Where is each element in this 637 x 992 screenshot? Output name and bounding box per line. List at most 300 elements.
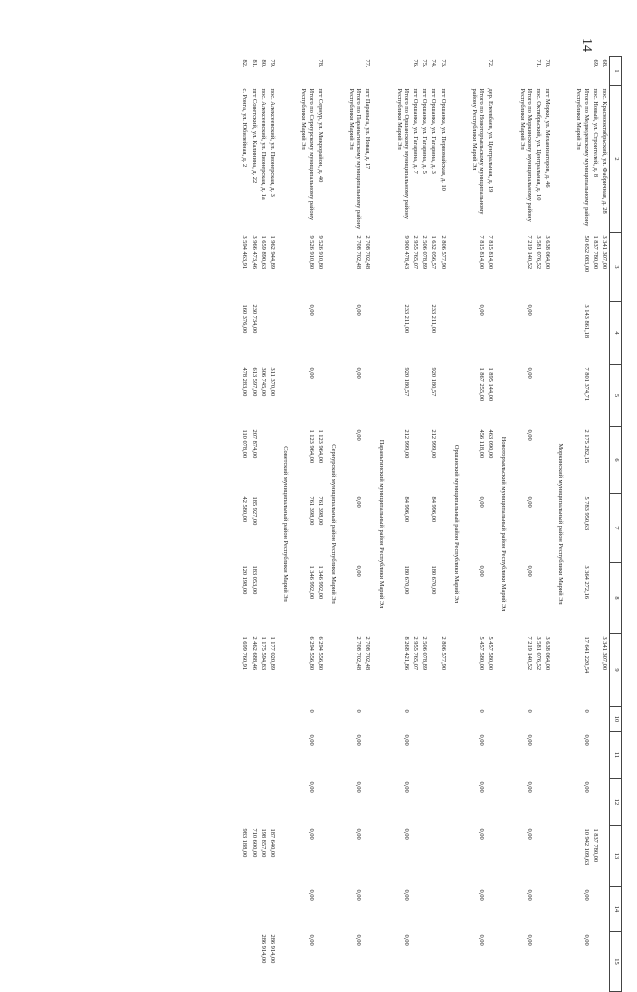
- amount-cell-col-4: [363, 302, 372, 365]
- amount-cell-col-15: 0,00: [525, 934, 533, 946]
- amount-cell-col-10: [591, 707, 600, 732]
- amount-cell-col-11: [438, 732, 447, 779]
- amount-cell-col-3: 3 594 463,91: [241, 235, 249, 270]
- table-header-row: [610, 57, 622, 992]
- amount-cell-col-12: [259, 779, 268, 826]
- row-number-cell: 76.: [412, 59, 420, 68]
- amount-cell-col-10: 0: [478, 709, 486, 713]
- amount-cell-col-12: [438, 779, 447, 826]
- amount-cell-col-13: [543, 826, 552, 887]
- amount-cell-col-11: [534, 732, 543, 779]
- amount-cell-col-3: 2 708 702,48: [364, 235, 372, 270]
- amount-cell-col-15: 286 914,00: [259, 934, 267, 964]
- row-number-cell: 82.: [241, 59, 249, 68]
- district-title: Новоторъяльский муниципальный район Республики Марий Эл: [500, 436, 508, 612]
- address-cell: Итого по Оршанскому муниципальному району Республики Марий Эл: [395, 88, 410, 219]
- amount-cell-col-5: [420, 365, 429, 427]
- amount-cell-col-14: [486, 887, 495, 932]
- amount-cell-col-6: 0,00: [355, 429, 363, 441]
- amount-cell-col-14: [240, 887, 249, 932]
- amount-cell-col-13: [534, 826, 543, 887]
- amount-cell-col-14: [534, 887, 543, 932]
- amount-cell-col-5: 920 180,57: [402, 367, 410, 397]
- amount-cell-col-9: 5 457 580,00: [487, 636, 495, 671]
- amount-cell-col-3: 9 900 478,43: [402, 235, 410, 270]
- amount-cell-col-3: 1 962 944,89: [269, 235, 277, 270]
- amount-cell-col-9: 2 506 078,89: [421, 636, 429, 671]
- amount-cell-col-10: 0: [525, 709, 533, 713]
- row-number-cell: 81.: [250, 59, 258, 68]
- district-total-row: [570, 57, 590, 992]
- amount-cell-col-12: [600, 779, 610, 826]
- amount-cell-col-10: [363, 707, 372, 732]
- address-cell: пгт Оршанка, ул. Гагарина, д. 3: [430, 88, 438, 174]
- row-number-cell: 77.: [364, 59, 372, 68]
- amount-cell-col-10: [600, 707, 610, 732]
- amount-cell-col-7: [438, 494, 447, 563]
- amount-cell-col-12: [250, 779, 259, 826]
- amount-cell-col-8: [543, 563, 552, 634]
- amount-cell-col-12: [486, 779, 495, 826]
- amount-cell-col-9: 8 268 421,86: [402, 636, 410, 671]
- amount-cell-col-8: [534, 563, 543, 634]
- amount-cell-col-9: [591, 634, 600, 707]
- amount-cell-col-9: 2 708 702,48: [355, 636, 363, 671]
- amount-cell-col-14: [429, 887, 438, 932]
- row-number-cell: [391, 57, 411, 86]
- amount-cell-col-10: [259, 707, 268, 732]
- amount-cell-col-5: [543, 365, 552, 427]
- amount-cell-col-8: 1 346 992,00: [316, 565, 324, 600]
- amount-cell-col-6: 463 090,00: [487, 429, 495, 459]
- column-header-11: 11: [610, 732, 622, 779]
- row-number-cell: 71.: [534, 59, 542, 68]
- amount-cell-col-3: 50 652 083,00: [582, 235, 590, 273]
- address-cell: Итого по Параньгинскому муниципальному району Республики Марий Эл: [348, 88, 363, 230]
- amount-cell-col-14: 0,00: [478, 889, 486, 901]
- amount-cell-col-6: [420, 427, 429, 494]
- amount-cell-col-6: [591, 427, 600, 494]
- amount-cell-col-7: 84 996,00: [430, 496, 438, 523]
- amount-cell-col-6: 1 123 964,00: [316, 429, 324, 464]
- amount-cell-col-4: 3 143 861,18: [582, 304, 590, 339]
- address-cell: Итого по Медведевскому муниципальному району Республики Марий Эл: [575, 88, 590, 227]
- amount-cell-col-15: [429, 932, 438, 992]
- row-number-cell: 69.: [591, 59, 599, 68]
- amount-cell-col-11: 0,00: [355, 734, 363, 746]
- address-cell: пос. Краснооктябрьский, ул. Фабричная, д. 28: [601, 88, 608, 214]
- amount-cell-col-11: [543, 732, 552, 779]
- address-cell: Итого по Сернурскому муниципальному району Республики Марий Эл: [300, 88, 315, 221]
- table-row: [438, 57, 447, 992]
- table-row: [534, 57, 543, 992]
- table-row: [240, 57, 249, 992]
- document-table-rotated: [110, 56, 622, 965]
- amount-cell-col-11: [316, 732, 325, 779]
- amount-cell-col-14: [411, 887, 420, 932]
- amount-cell-col-4: [420, 302, 429, 365]
- row-number-cell: [513, 57, 533, 86]
- amount-cell-col-13: [316, 826, 325, 887]
- amount-cell-col-13: 0,00: [307, 828, 315, 840]
- row-number-cell: [343, 57, 363, 86]
- amount-cell-col-14: 0,00: [307, 889, 315, 901]
- row-number-cell: 79.: [269, 59, 277, 68]
- amount-cell-col-9: 2 955 765,07: [412, 636, 420, 671]
- amount-cell-col-10: 0: [402, 709, 410, 713]
- column-header-5: 5: [610, 365, 622, 427]
- amount-cell-col-7: [259, 494, 268, 563]
- amount-cell-col-10: [486, 707, 495, 732]
- district-header-row: [325, 57, 343, 992]
- amount-cell-col-14: [420, 887, 429, 932]
- address-cell: пгт Морки, ул. Механизаторов, д. 46: [544, 88, 552, 188]
- table-row: [411, 57, 420, 992]
- amount-cell-col-10: [429, 707, 438, 732]
- amount-cell-col-13: [411, 826, 420, 887]
- amount-cell-col-7: [534, 494, 543, 563]
- row-number-cell: [466, 57, 486, 86]
- amount-cell-col-5: 311 370,00: [269, 367, 277, 397]
- amount-cell-col-12: [429, 779, 438, 826]
- amount-cell-col-14: [438, 887, 447, 932]
- amount-cell-col-13: 198 857,00: [259, 828, 267, 858]
- amount-cell-col-6: 0,00: [525, 429, 533, 441]
- amount-cell-col-4: 233 211,00: [430, 304, 438, 334]
- amount-cell-col-3: 2 955 765,07: [412, 235, 420, 270]
- amount-cell-col-7: [543, 494, 552, 563]
- amount-cell-col-13: [363, 826, 372, 887]
- amount-cell-col-9: 2 462 688,46: [250, 636, 258, 671]
- amount-cell-col-7: 84 996,00: [402, 496, 410, 523]
- table-body: [240, 57, 609, 992]
- amount-cell-col-6: [268, 427, 277, 494]
- district-header-row: [552, 57, 570, 992]
- amount-cell-col-15: [411, 932, 420, 992]
- amount-cell-col-3: 9 526 910,80: [316, 235, 324, 270]
- amount-cell-col-5: [438, 365, 447, 427]
- amount-cell-col-5: 613 597,00: [250, 367, 258, 397]
- amount-cell-col-6: [600, 427, 610, 494]
- row-number-cell: 80.: [259, 59, 267, 68]
- amount-cell-col-10: [438, 707, 447, 732]
- amount-cell-col-10: 0: [582, 709, 590, 713]
- amount-cell-col-7: 0,00: [525, 496, 533, 508]
- amount-cell-col-15: [438, 932, 447, 992]
- amount-cell-col-15: [316, 932, 325, 992]
- amount-cell-col-15: [534, 932, 543, 992]
- amount-cell-col-8: [600, 563, 610, 634]
- column-header-10: 10: [610, 707, 622, 732]
- amount-cell-col-5: 478 283,00: [241, 367, 249, 397]
- amount-cell-col-12: [363, 779, 372, 826]
- address-cell: пгт Сернур, ул. Микрорайон, д. 40: [316, 88, 324, 183]
- amount-cell-col-4: [268, 302, 277, 365]
- amount-cell-col-3: 2 708 702,48: [355, 235, 363, 270]
- row-number-cell: 75.: [421, 59, 429, 68]
- amount-cell-col-13: 10 942 109,63: [582, 828, 590, 866]
- address-cell: Итого по Моркинскому муниципальному району Республики Марий Эл: [518, 88, 533, 222]
- amount-cell-col-12: [411, 779, 420, 826]
- amount-cell-col-12: [268, 779, 277, 826]
- amount-cell-col-7: [420, 494, 429, 563]
- amount-cell-col-6: [363, 427, 372, 494]
- amount-cell-col-15: [240, 932, 249, 992]
- amount-cell-col-4: 0,00: [525, 304, 533, 316]
- row-number-cell: 78.: [316, 59, 324, 68]
- address-cell: пос. Алексеевский, ул. Пионерская, д. 3: [269, 88, 277, 197]
- column-header-7: 7: [610, 494, 622, 563]
- amount-cell-col-9: 3 581 076,52: [534, 636, 542, 671]
- amount-cell-col-12: 0,00: [525, 781, 533, 793]
- amount-cell-col-8: 3 364 272,16: [582, 565, 590, 600]
- amount-cell-col-8: [486, 563, 495, 634]
- district-title: Параньгинский муниципальный район Республики Марий Эл: [377, 439, 385, 609]
- amount-cell-col-7: [486, 494, 495, 563]
- address-cell: дер. Елеевбаев, ул. Центральная, д. 19: [487, 88, 495, 193]
- amount-cell-col-9: 5 457 580,00: [478, 636, 486, 671]
- amount-cell-col-4: 233 211,00: [402, 304, 410, 334]
- amount-cell-col-7: [268, 494, 277, 563]
- amount-cell-col-4: [438, 302, 447, 365]
- amount-cell-col-12: [420, 779, 429, 826]
- amount-cell-col-11: [363, 732, 372, 779]
- amount-cell-col-8: 1 346 992,00: [307, 565, 315, 600]
- amount-cell-col-6: 2 175 282,15: [582, 429, 590, 464]
- amount-cell-col-15: 0,00: [355, 934, 363, 946]
- amount-cell-col-10: [411, 707, 420, 732]
- table-row: [259, 57, 268, 992]
- address-cell: пгт Оршанка, ул. Гагарина, д. 7: [412, 88, 420, 174]
- amount-cell-col-7: 761 398,00: [316, 496, 324, 526]
- amount-cell-col-8: [268, 563, 277, 634]
- table-row: [250, 57, 259, 992]
- amount-cell-col-3: 1 837 780,00: [591, 235, 599, 270]
- amount-cell-col-11: [240, 732, 249, 779]
- amount-cell-col-4: [534, 302, 543, 365]
- amount-cell-col-7: 761 398,00: [307, 496, 315, 526]
- amount-cell-col-4: 160 376,00: [241, 304, 249, 334]
- amount-cell-col-11: [486, 732, 495, 779]
- amount-cell-col-12: 0,00: [355, 781, 363, 793]
- amount-cell-col-4: [259, 302, 268, 365]
- amount-cell-col-8: 180 670,00: [430, 565, 438, 595]
- amount-cell-col-7: 0,00: [478, 496, 486, 508]
- table-row: [486, 57, 495, 992]
- amount-cell-col-15: 0,00: [478, 934, 486, 946]
- amount-cell-col-5: 1 867 255,00: [478, 367, 486, 402]
- row-number-cell: [295, 57, 315, 86]
- column-header-6: 6: [610, 427, 622, 494]
- amount-cell-col-11: 0,00: [525, 734, 533, 746]
- amount-cell-col-5: [534, 365, 543, 427]
- amount-cell-col-9: 3 638 064,00: [544, 636, 552, 671]
- amount-cell-col-13: 1 837 780,00: [591, 828, 599, 863]
- amount-cell-col-3: 3 581 076,52: [534, 235, 542, 270]
- row-number-cell: 72.: [487, 59, 495, 68]
- amount-cell-col-7: [363, 494, 372, 563]
- amount-cell-col-14: [543, 887, 552, 932]
- amount-cell-col-5: 920 180,57: [430, 367, 438, 397]
- amount-cell-col-7: [600, 494, 610, 563]
- district-header-row: [495, 57, 513, 992]
- district-title: Сернурский муниципальный район Республики Марий Эл: [329, 444, 337, 604]
- amount-cell-col-9: 3 341 307,00: [601, 636, 608, 671]
- amount-cell-col-13: 710 600,00: [250, 828, 258, 858]
- amount-cell-col-11: [591, 732, 600, 779]
- amount-cell-col-5: 0,00: [307, 367, 315, 379]
- amount-cell-col-9: 1 175 594,83: [259, 636, 267, 671]
- amount-cell-col-4: [316, 302, 325, 365]
- amount-cell-col-6: [534, 427, 543, 494]
- amount-cell-col-3: 7 219 140,52: [525, 235, 533, 270]
- amount-cell-col-14: 0,00: [582, 889, 590, 901]
- amount-cell-col-5: 0,00: [525, 367, 533, 379]
- column-header-12: 12: [610, 779, 622, 826]
- amount-cell-col-13: [429, 826, 438, 887]
- amount-cell-col-14: 0,00: [355, 889, 363, 901]
- amount-cell-col-8: [420, 563, 429, 634]
- amount-cell-col-3: 1 659 890,63: [259, 235, 267, 270]
- amount-cell-col-13: 983 188,00: [241, 828, 249, 858]
- amount-cell-col-10: [250, 707, 259, 732]
- table-row: [420, 57, 429, 992]
- amount-cell-col-14: 0,00: [402, 889, 410, 901]
- amount-cell-col-3: 3 638 064,00: [544, 235, 552, 270]
- amount-cell-col-11: [411, 732, 420, 779]
- amount-cell-col-11: [429, 732, 438, 779]
- amount-cell-col-3: 2 806 577,90: [439, 235, 447, 270]
- row-number-cell: 74.: [430, 59, 438, 68]
- row-number-cell: [570, 57, 590, 86]
- amount-cell-col-11: [600, 732, 610, 779]
- amount-cell-col-15: [250, 932, 259, 992]
- amount-cell-col-5: [363, 365, 372, 427]
- district-header-row: [372, 57, 390, 992]
- amount-cell-col-4: 0,00: [355, 304, 363, 316]
- amount-cell-col-8: [591, 563, 600, 634]
- amount-cell-col-10: [316, 707, 325, 732]
- amount-cell-col-11: [268, 732, 277, 779]
- column-header-9: 9: [610, 634, 622, 707]
- district-total-row: [513, 57, 533, 992]
- amount-cell-col-4: 230 734,00: [250, 304, 258, 334]
- amount-cell-col-8: [411, 563, 420, 634]
- amount-cell-col-6: 1 123 964,00: [307, 429, 315, 464]
- column-header-14: 14: [610, 887, 622, 932]
- amount-cell-col-3: 3 966 473,46: [250, 235, 258, 270]
- amount-cell-col-12: [534, 779, 543, 826]
- amount-cell-col-7: 185 927,00: [250, 496, 258, 526]
- address-cell: пгт Параньга, ул. Новая, д. 17: [364, 88, 372, 170]
- amount-cell-col-3: 1 632 056,57: [430, 235, 438, 270]
- amount-cell-col-4: 0,00: [478, 304, 486, 316]
- column-header-2: 2: [610, 86, 622, 233]
- row-number-cell: 68.: [601, 59, 608, 68]
- amount-cell-col-15: [591, 932, 600, 992]
- amount-cell-col-3: 3 341 307,00: [601, 235, 608, 270]
- budget-table: [240, 56, 622, 992]
- amount-cell-col-5: [591, 365, 600, 427]
- district-header-row: [448, 57, 466, 992]
- amount-cell-col-7: [411, 494, 420, 563]
- address-cell: с. Ронга, ул. Юбилейная, д. 2: [241, 88, 249, 168]
- address-cell: пос. Алексеевский, ул. Пионерская, д. 1а: [259, 88, 267, 200]
- amount-cell-col-11: 0,00: [307, 734, 315, 746]
- amount-cell-col-9: 7 219 140,52: [525, 636, 533, 671]
- amount-cell-col-7: 5 783 950,63: [582, 496, 590, 531]
- amount-cell-col-4: [600, 302, 610, 365]
- amount-cell-col-11: [259, 732, 268, 779]
- amount-cell-col-13: 187 640,00: [269, 828, 277, 858]
- amount-cell-col-10: [543, 707, 552, 732]
- amount-cell-col-13: [600, 826, 610, 887]
- address-cell: пгт Оршанка, ул. Гагарина, д. 5: [421, 88, 429, 174]
- amount-cell-col-15: [363, 932, 372, 992]
- amount-cell-col-13: 0,00: [525, 828, 533, 840]
- amount-cell-col-14: [363, 887, 372, 932]
- district-header-row: [277, 57, 295, 992]
- amount-cell-col-11: [250, 732, 259, 779]
- amount-cell-col-14: [600, 887, 610, 932]
- amount-cell-col-7: 42 580,00: [241, 496, 249, 523]
- amount-cell-col-14: [268, 887, 277, 932]
- amount-cell-col-10: 0: [307, 709, 315, 713]
- amount-cell-col-11: 0,00: [582, 734, 590, 746]
- address-cell: Итого по Новоторъяльскому муниципальному району Республики Марий Эл: [470, 88, 486, 215]
- amount-cell-col-12: [591, 779, 600, 826]
- amount-cell-col-8: 0,00: [478, 565, 486, 577]
- address-cell: пос. Октябрьский, ул. Центральная, д. 10: [534, 88, 542, 201]
- district-total-row: [391, 57, 411, 992]
- amount-cell-col-15: [486, 932, 495, 992]
- row-number-cell: 70.: [544, 59, 552, 68]
- amount-cell-col-15: 0,00: [402, 934, 410, 946]
- column-header-3: 3: [610, 233, 622, 302]
- amount-cell-col-9: 6 294 556,80: [316, 636, 324, 671]
- amount-cell-col-6: 212 999,00: [402, 429, 410, 459]
- column-header-13: 13: [610, 826, 622, 887]
- amount-cell-col-10: [534, 707, 543, 732]
- amount-cell-col-4: [486, 302, 495, 365]
- amount-cell-col-15: 0,00: [307, 934, 315, 946]
- amount-cell-col-13: 0,00: [478, 828, 486, 840]
- column-header-8: 8: [610, 563, 622, 634]
- amount-cell-col-12: 0,00: [478, 781, 486, 793]
- amount-cell-col-12: 0,00: [307, 781, 315, 793]
- amount-cell-col-4: 0,00: [307, 304, 315, 316]
- address-cell: пос. Новый, ул. Строителей, д. 8: [591, 88, 599, 178]
- amount-cell-col-10: 0: [355, 709, 363, 713]
- amount-cell-col-15: [600, 932, 610, 992]
- amount-cell-col-8: 183 053,00: [250, 565, 258, 595]
- table-row: [268, 57, 277, 992]
- amount-cell-col-9: 1 177 020,89: [269, 636, 277, 671]
- district-total-row: [295, 57, 315, 992]
- amount-cell-col-11: 0,00: [478, 734, 486, 746]
- amount-cell-col-9: 2 806 577,90: [439, 636, 447, 671]
- amount-cell-col-6: 207 874,00: [250, 429, 258, 459]
- district-total-row: [466, 57, 486, 992]
- amount-cell-col-9: [429, 634, 438, 707]
- amount-cell-col-14: [591, 887, 600, 932]
- table-row: [316, 57, 325, 992]
- amount-cell-col-8: 120 198,00: [241, 565, 249, 595]
- amount-cell-col-5: [411, 365, 420, 427]
- amount-cell-col-9: 1 699 760,91: [241, 636, 249, 671]
- amount-cell-col-14: [259, 887, 268, 932]
- amount-cell-col-8: 0,00: [355, 565, 363, 577]
